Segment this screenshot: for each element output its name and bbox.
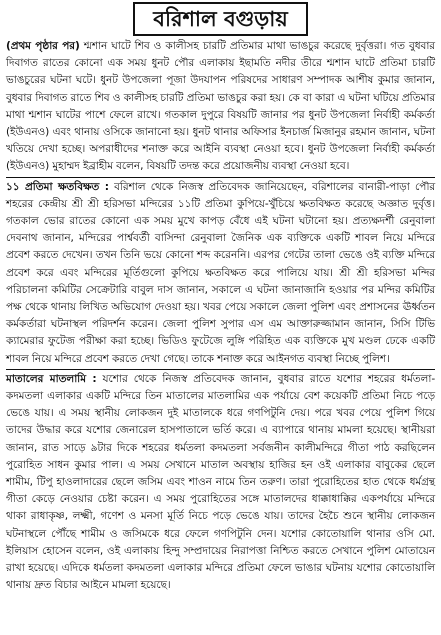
paragraph-text: শ্মশান ঘাটে শিব ও কালীসহ চারটি প্রতিমার মাথা ভাঙচুর করেছে দুর্বৃত্তরা। গত বুধবার দিবাগত রাতের কোনো এক সময় ধুনট পৌর এলাকায় ইছামতি নদীর তীরে শ্মশান ঘাটে প্রতিমা চারটি ভাঙচুরের ঘটনা ঘটে। ধুনট উপজেলা পূজা উদযাপন পরিষদের সাধারণ সম্পাদক আশীষ কুমার জানান, বুধবার দিবাগত রাতে শিব ও কালীসহ চারটি প্রতিমা ভাঙচুর করা হয়। কে বা কারা এ ঘটনা ঘটিয়ে প্রতিমার মাথা শ্মশান ঘাটের পাশে ফেলে রাখে। গতকাল দুপুরে বিষয়টি জানার পর ধুনট উপজেলা নির্বাহী কর্মকর্তা (ইউএনও) এবং থানায় ওসিকে জানানো হয়। ধুনট থানার অফিসার ইনচার্জ মিজানুর রহমান জানান, ঘটনা খতিয়ে দেখা হচ্ছে। অপরাধীদের শনাক্ত করে আইনি ব্যবস্থা নেওয়া হবে। ধুনট উপজেলা নির্বাহী কর্মকর্তা (ইউএনও) মুহাম্মদ ইব্রাহীম বলেন, বিষয়টি তদন্ত করে প্রয়োজনীয় ব্যবস্থা নেওয়া হবে। [6,40,435,173]
paragraph-lead: (প্রথম পৃষ্ঠার পর) [6,40,80,52]
paragraph-lead: মাতালের মাতলামি : [6,372,97,385]
paragraph-lead: ১১ প্রতিমা ক্ষতবিক্ষত : [6,180,109,193]
newspaper-clipping [0,2,441,635]
paragraph-text: যশোর থেকে নিজস্ব প্রতিবেদক জানান, বুধবার রাতে যশোর শহরের ধর্মতলা-কদমতলা এলাকার একটি মন্দিরে তিন মাতালের মাতলামির এক পর্যায়ে বেশ কয়েকটি প্রতিমা নিচে পড়ে ভেঙে যায়। এ সময় স্থানীয় লোকজন দুই মাতালকে ধরে গণপিটুনি দেয়। পরে খবর পেয়ে পুলিশ গিয়ে তাদের উদ্ধার করে যশোর জেনারেল হাসপাতালে ভর্তি করে। এ ব্যাপারে থানায় মামলা হয়েছে। স্থানীয়রা জানান, রাত সাড়ে ৯টার দিকে শহরের ধর্মতলা কদমতলা সর্বজনীন কালীমন্দিরে গীতা পাঠ করছিলেন পুরোহিত সাধন কুমার পাল। এ সময় সেখানে মাতাল অবস্থায় হাজির হন ওই এলাকার বাবুকের ছেলে শামীম, টিপু হাওলাদারের ছেলে জসিম এবং শাওন নামে তিন তরুণ। তারা পুরোহিতের হাত থেকে ধর্মগ্রন্থ গীতা কেড়ে নেওয়ার চেষ্টা করেন। এ সময় পুরোহিতের সঙ্গে মাতালদের ধাক্কাধাক্কির একপর্যায়ে মন্দিরে থাকা রাধাকৃষ্ণ, লক্ষ্মী, গণেশ ও মনসা মূর্তি নিচে পড়ে ভেঙে যায়। তাদের হৈচৈ শুনে স্থানীয় লোকজন ঘটনাস্থলে পৌঁছে শামীম ও জসিমকে ধরে ফেলে গণপিটুনি দেন। যশোর কোতোয়ালি থানার ওসি মো. ইলিয়াস হোসেন বলেন, ওই এলাকায় হিন্দু সম্প্রদায়ের নিরাপত্তা নিশ্চিত করতে সেখানে পুলিশ মোতায়েন রাখা হয়েছে। এদিকে ধর্মতলা কদমতলা এলাকার মন্দিরে প্রতিমা ফেলে ভাঙার ঘটনায় যশোর কোতোয়ালি থানায় দ্রুত বিচার আইনে মামলা হয়েছে। [6,372,435,592]
section-divider [6,369,435,370]
article-body [6,38,435,595]
paragraph-jashore [6,371,435,595]
paragraph-barishal [6,179,435,368]
paragraph-text: বরিশাল থেকে নিজস্ব প্রতিবেদক জানিয়েছেন, বরিশালের বানারী-পাড়া পৌর শহরের কেন্দ্রীয় শ্রী শ্রী হরিসভা মন্দিরের ১১টি প্রতিমা কুপিয়ে-খুঁচিয়ে ক্ষতবিক্ষত করেছে অজ্ঞাত দুর্বৃত্ত। গতকাল ভোর রাতের কোনো এক সময় মুখে কাপড় বেঁধে এই ঘটনা ঘটানো হয়। প্রত্যক্ষদর্শী রেনুবালা দেবনাথ জানান, মন্দিরের পার্শ্ববর্তী বাসিন্দা রেনুবালা জৈনিক এক ব্যক্তিকে একটি শাবল নিয়ে মন্দিরে প্রবেশ করতে দেখেন। তখন তিনি ভয়ে কোনো শব্দ করেননি। এরপর গেটের তালা ভেঙে ওই ব্যক্তি মন্দিরে প্রবেশ করে এবং মন্দিরের মূর্তিগুলো কুপিয়ে ক্ষতবিক্ষত করে পালিয়ে যায়। শ্রী শ্রী হরিসভা মন্দির পরিচালনা কমিটির সেক্রেটারি বাবুল দাস জানান, সকালে এ ঘটনা জানাজানি হওয়ার পর মন্দির কমিটির পক্ষ থেকে থানায় লিখিত অভিযোগ দেওয়া হয়। খবর পেয়ে সকালে জেলা পুলিশ এবং প্রশাসনের ঊর্ধ্বতন কর্মকর্তারা ঘটনাস্থল পরিদর্শন করেন। জেলা পুলিশ সুপার এস এম আক্তারুজ্জামান জানান, সিসি টিভি ক্যামেরার ফুটেজ পরীক্ষা করা হচ্ছে। ভিডিও ফুটেজে লুঙ্গি পরিহিত এক ব্যক্তিকে মুখ মণ্ডল ঢেকে একটি শাবল নিয়ে মন্দিরে প্রবেশ করতে দেখা গেছে। তাকে শনাক্ত করে আইনগত ব্যবস্থা নিচ্ছে পুলিশ। [6,180,436,365]
headline-container [6,2,435,36]
headline: বরিশাল বগুড়ায় [133,2,308,36]
paragraph-dhunat [6,38,435,176]
section-divider [6,177,435,178]
